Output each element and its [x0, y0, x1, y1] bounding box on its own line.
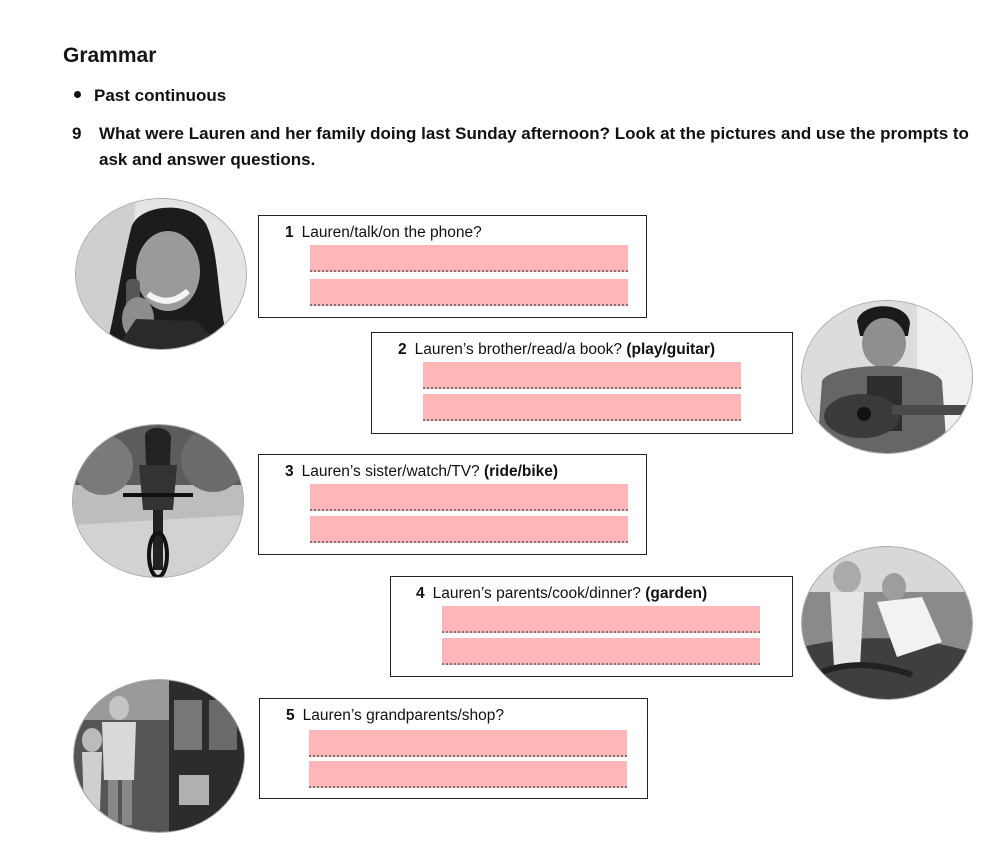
photo-girl-bike	[72, 424, 244, 578]
answer-line-3b[interactable]	[310, 516, 628, 543]
item-number: 5	[286, 707, 295, 724]
answer-line-4a[interactable]	[442, 606, 760, 633]
prompt-hint: (ride/bike)	[483, 463, 559, 480]
prompt-2	[398, 341, 715, 359]
prompt-text: Lauren’s sister/watch/TV?	[301, 463, 480, 480]
photo-parents-garden	[801, 546, 973, 700]
exercise-item-5	[259, 698, 648, 799]
answer-line-5a[interactable]	[309, 730, 627, 757]
prompt-hint: (play/guitar)	[626, 341, 716, 358]
answer-line-2a[interactable]	[423, 362, 741, 389]
section-heading: Grammar	[63, 44, 157, 67]
task-number: 9	[72, 124, 82, 143]
bullet-dot	[74, 91, 81, 98]
answer-line-3a[interactable]	[310, 484, 628, 511]
prompt-1	[285, 224, 482, 242]
exercise-item-3	[258, 454, 647, 555]
prompt-text: Lauren’s brother/read/a book?	[414, 341, 623, 358]
exercise-item-4	[390, 576, 793, 677]
answer-line-5b[interactable]	[309, 761, 627, 788]
prompt-text: Lauren/talk/on the phone?	[301, 224, 482, 241]
item-number: 2	[398, 341, 407, 358]
item-number: 1	[285, 224, 294, 241]
answer-line-2b[interactable]	[423, 394, 741, 421]
prompt-4	[416, 585, 707, 603]
prompt-5	[286, 707, 504, 725]
answer-line-4b[interactable]	[442, 638, 760, 665]
prompt-3	[285, 463, 558, 481]
photo-girl-phone	[75, 198, 247, 350]
photo-grandparents-shop	[73, 679, 245, 833]
answer-line-1a[interactable]	[310, 245, 628, 272]
exercise-item-1	[258, 215, 647, 318]
answer-line-1b[interactable]	[310, 279, 628, 306]
grammar-topic	[74, 86, 226, 106]
item-number: 4	[416, 585, 425, 602]
exercise-item-2	[371, 332, 793, 434]
prompt-text: Lauren’s grandparents/shop?	[302, 707, 504, 724]
item-number: 3	[285, 463, 294, 480]
prompt-text: Lauren’s parents/cook/dinner?	[432, 585, 641, 602]
task-text: What were Lauren and her family doing last Sunday afternoon? Look at the pictures and use the prompts to ask and answer questions.	[99, 124, 969, 169]
photo-boy-guitar	[801, 300, 973, 454]
prompt-hint: (garden)	[645, 585, 708, 602]
grammar-topic-label: Past continuous	[94, 86, 227, 105]
